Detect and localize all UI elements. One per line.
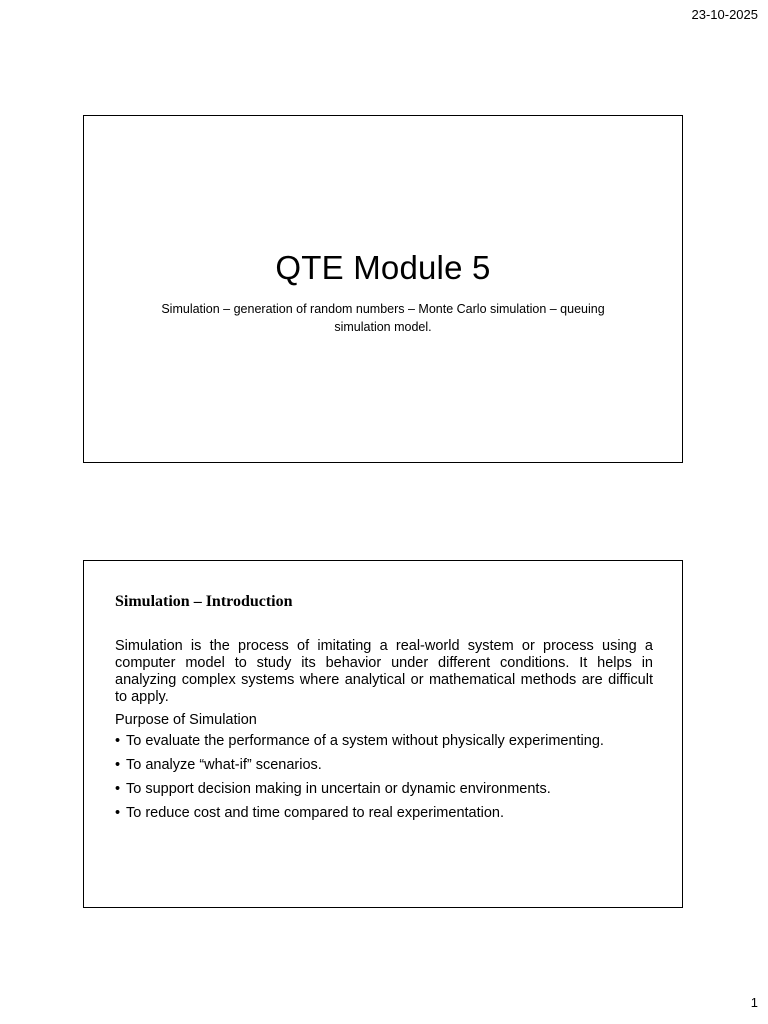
purpose-label: Purpose of Simulation	[115, 712, 257, 728]
slide-title-heading: QTE Module 5	[275, 249, 491, 286]
page-number: 1	[750, 995, 758, 1010]
slide-title-subtitle: Simulation – generation of random numbers – Monte Carlo simulation – queuing simulation model.	[161, 302, 605, 334]
slide-introduction-body	[115, 638, 653, 829]
page-date: 23-10-2025	[691, 7, 758, 22]
bullet-icon: •	[115, 757, 121, 773]
slide-introduction-heading: Simulation – Introduction	[115, 593, 293, 610]
slide-introduction	[83, 560, 683, 908]
introduction-paragraph: Simulation is the process of imitating a real-world system or process using a computer model to study its behavior under different conditions. It helps in analyzing complex systems where analytical or mathematical methods are difficult to apply.	[115, 638, 653, 705]
purpose-list-item-text: To reduce cost and time compared to real experimentation.	[126, 805, 505, 821]
bullet-icon: •	[115, 805, 121, 821]
bullet-icon: •	[115, 781, 121, 797]
purpose-list-item-text: To evaluate the performance of a system without physically experimenting.	[126, 733, 604, 749]
bullet-icon: •	[115, 733, 121, 749]
purpose-list	[115, 733, 653, 822]
purpose-list-item	[115, 733, 653, 750]
purpose-list-item-text: To analyze “what-if” scenarios.	[126, 757, 322, 773]
purpose-list-item	[115, 781, 653, 798]
purpose-list-item	[115, 757, 653, 774]
slide-title	[83, 115, 683, 463]
purpose-list-item-text: To support decision making in uncertain or dynamic environments.	[126, 781, 551, 797]
purpose-list-item	[115, 805, 653, 822]
